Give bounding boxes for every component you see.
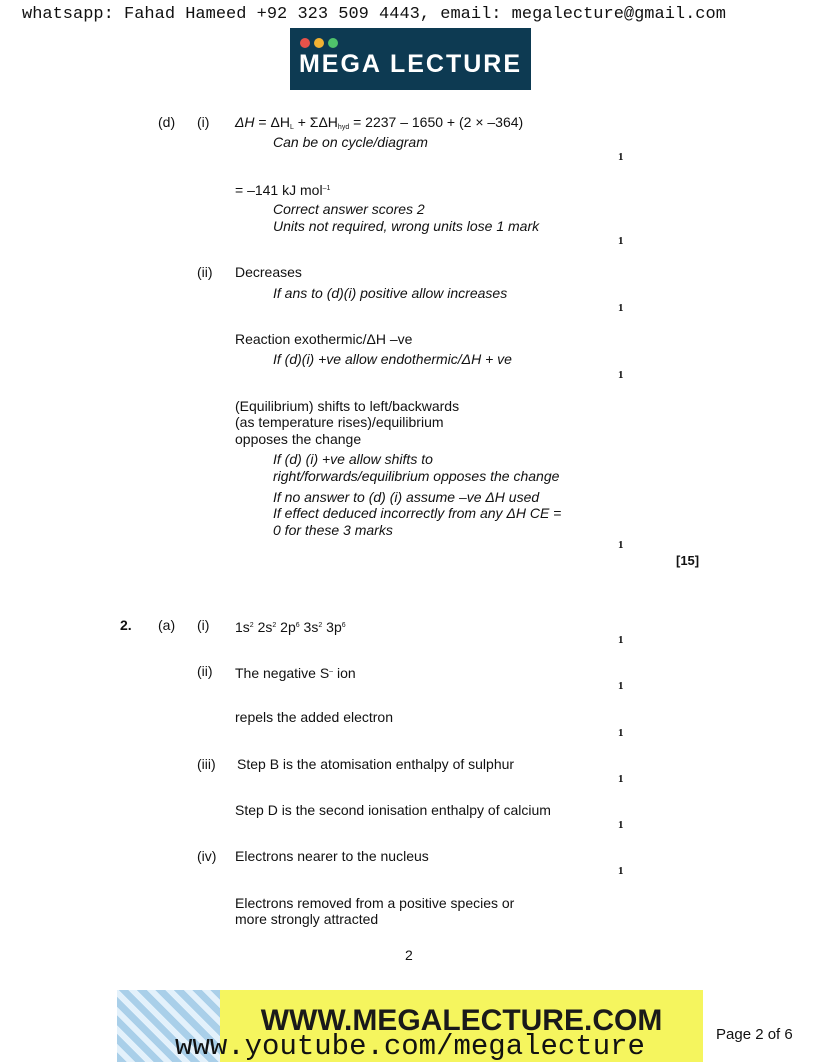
removed-line-1: Electrons removed from a positive species or xyxy=(235,895,515,911)
note-cycle: Can be on cycle/diagram xyxy=(273,134,428,150)
step-d-text: Step D is the second ionisation enthalpy of calcium xyxy=(235,802,551,818)
sub-i-label: (i) xyxy=(197,617,210,633)
mark: 1 xyxy=(618,369,624,381)
logo-dot-yellow-icon xyxy=(314,38,324,48)
note-no-answer-line-2: If effect deduced incorrectly from any ΔH CE = xyxy=(273,505,562,521)
logo-text: MEGA LECTURE xyxy=(298,50,523,78)
note-endothermic: If (d)(i) +ve allow endothermic/ΔH + ve xyxy=(273,351,512,367)
footer-website-link[interactable]: WWW.MEGALECTURE.COM xyxy=(260,1004,663,1037)
logo-dot-green-icon xyxy=(328,38,338,48)
nearer-text: Electrons nearer to the nucleus xyxy=(235,848,429,864)
removed-line-2: more strongly attracted xyxy=(235,911,379,927)
step-b-text: Step B is the atomisation enthalpy of sulphur xyxy=(237,756,515,772)
sub-ii-label: (ii) xyxy=(197,663,213,679)
page-number: 2 xyxy=(405,947,413,963)
decreases-text: Decreases xyxy=(235,264,302,280)
mark: 1 xyxy=(618,819,624,831)
note-no-answer-line-3: 0 for these 3 marks xyxy=(273,522,393,538)
mark: 1 xyxy=(618,727,624,739)
note-shift-line-1: If (d) (i) +ve allow shifts to xyxy=(273,451,433,467)
answer-value: = –141 kJ mol$^{-1}$ xyxy=(235,182,331,198)
enthalpy-equation: $\Delta H = \Delta H_L + \Sigma\Delta H_{hyd} = 2237 - 1650 + (2 \times -364)$ xyxy=(235,114,524,131)
total-marks: [15] xyxy=(676,553,700,568)
mark: 1 xyxy=(618,539,624,551)
sub-i-label: (i) xyxy=(197,114,210,130)
mark: 1 xyxy=(618,302,624,314)
mark: 1 xyxy=(618,634,624,646)
note-no-answer-line-1: If no answer to (d) (i) assume –ve ΔH used xyxy=(273,489,540,505)
sub-iv-label: (iv) xyxy=(197,848,217,864)
mark: 1 xyxy=(618,151,624,163)
footer-youtube-link[interactable]: www.youtube.com/megalecture xyxy=(175,1030,645,1063)
note-positive: If ans to (d)(i) positive allow increases xyxy=(273,285,508,301)
equilibrium-line-1: (Equilibrium) shifts to left/backwards xyxy=(235,398,460,414)
equilibrium-line-3: opposes the change xyxy=(235,431,362,447)
note-correct: Correct answer scores 2 xyxy=(273,201,425,217)
part-a-label: (a) xyxy=(158,617,176,633)
mark: 1 xyxy=(618,680,624,692)
note-shift-line-2: right/forwards/equilibrium opposes the change xyxy=(273,468,560,484)
question-number: 2. xyxy=(120,617,132,633)
mega-lecture-logo xyxy=(290,28,531,90)
page-of-label: Page 2 of 6 xyxy=(716,1026,793,1043)
note-units: Units not required, wrong units lose 1 mark xyxy=(273,218,540,234)
mark: 1 xyxy=(618,865,624,877)
equilibrium-line-2: (as temperature rises)/equilibrium xyxy=(235,414,444,430)
contact-header: whatsapp: Fahad Hameed +92 323 509 4443, email: megalecture@gmail.com xyxy=(22,5,726,24)
logo-dot-red-icon xyxy=(300,38,310,48)
electron-configuration: $1s^2$ $2s^2$ $2p^6$ $3s^2$ $3p^6$ xyxy=(235,619,346,635)
exothermic-text: Reaction exothermic/ΔH –ve xyxy=(235,331,413,347)
negative-ion-text: The negative S– ion xyxy=(235,665,356,681)
mark: 1 xyxy=(618,773,624,785)
sub-iii-label: (iii) xyxy=(197,756,216,772)
repels-text: repels the added electron xyxy=(235,709,393,725)
part-d-label: (d) xyxy=(158,114,176,130)
sub-ii-label: (ii) xyxy=(197,264,213,280)
mark: 1 xyxy=(618,235,624,247)
